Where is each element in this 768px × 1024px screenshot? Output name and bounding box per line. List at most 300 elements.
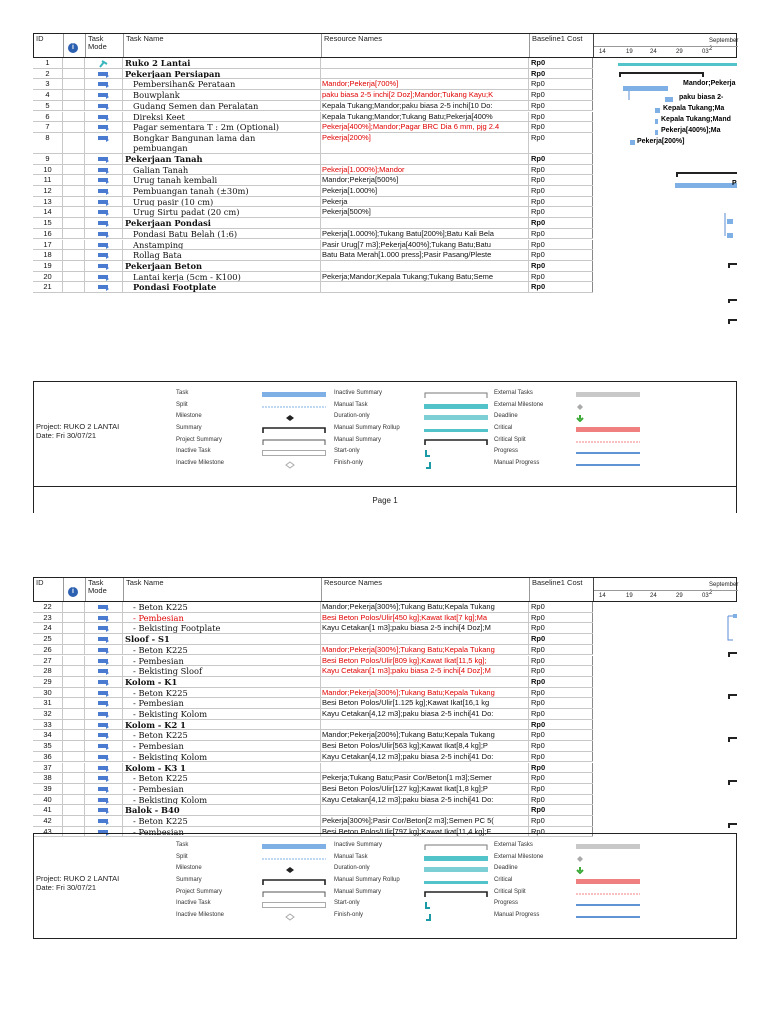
auto-scheduled-task-icon [98,263,108,269]
task-mode[interactable] [85,773,123,783]
legend-symbol [576,461,640,475]
gantt-bar-task[interactable] [655,108,660,113]
task-name[interactable] [123,688,321,698]
task-name[interactable] [123,282,321,292]
task-mode[interactable] [85,261,123,271]
legend-item [334,840,494,852]
timeline-days [594,590,738,602]
baseline-cost: Rp0 [529,122,593,132]
task-mode[interactable] [85,730,123,740]
baseline-cost: Rp0 [529,602,593,612]
resource-names[interactable]: Besi Beton Polos/Ulir[797 kg];Kawat Ikat[11,4 kg];F [321,827,529,837]
table-row[interactable] [33,186,593,197]
task-mode[interactable] [85,795,123,805]
auto-scheduled-task-icon [98,743,108,749]
resource-names[interactable]: Mandor;Pekerja[300%];Tukang Batu;Kepala Tukang [321,602,529,612]
table-header [33,577,737,602]
task-name[interactable] [123,805,321,815]
table-row[interactable] [33,122,593,133]
task-mode[interactable] [85,720,123,730]
resource-names[interactable] [321,720,529,730]
baseline-cost: Rp0 [529,773,593,783]
resource-names[interactable]: Pekerja[400%];Mandor;Pagar BRC Dia 6 mm, pjg 2.4 [321,122,529,132]
gantt-chart [593,58,737,368]
task-mode[interactable] [85,763,123,773]
gantt-summary-bracket[interactable] [729,653,737,657]
table-row[interactable] [33,816,593,827]
task-mode[interactable] [85,250,123,260]
resource-names[interactable] [321,58,529,68]
table-row[interactable] [33,175,593,186]
legend-symbol [262,913,326,927]
resource-names[interactable] [321,261,529,271]
task-mode[interactable] [85,613,123,623]
legend-item [494,840,646,852]
task-name[interactable] [123,272,321,282]
task-mode[interactable] [85,656,123,666]
legend-label: Manual Summary Rollup [334,877,400,884]
table-row[interactable] [33,90,593,101]
table-row[interactable] [33,634,593,645]
resource-names[interactable]: Pekerja [321,197,529,207]
row-info [63,709,85,719]
task-mode[interactable] [85,154,123,164]
resource-names[interactable]: Pasir Urug[7 m3];Pekerja[400%];Tukang Batu;Batu [321,240,529,250]
column-header-id[interactable]: ID [34,34,64,57]
row-info [63,763,85,773]
column-header-name[interactable]: Task Name [124,578,322,601]
resource-names[interactable]: Kepala Tukang;Mandor;Tukang Batu;Pekerja[400% [321,112,529,122]
baseline-cost: Rp0 [529,261,593,271]
task-mode[interactable] [85,133,123,153]
row-id: 35 [33,741,63,751]
gantt-bar-task[interactable] [665,97,673,102]
column-header-cost[interactable]: Baseline1 Cost [530,578,594,601]
resource-names[interactable] [321,69,529,79]
table-row[interactable] [33,784,593,795]
task-name[interactable] [123,58,321,68]
task-mode[interactable] [85,272,123,282]
table-row[interactable] [33,709,593,720]
resource-names[interactable] [321,282,529,292]
table-header [33,33,737,58]
task-name[interactable] [123,720,321,730]
task-mode[interactable] [85,69,123,79]
table-row[interactable] [33,261,593,272]
table-row[interactable] [33,69,593,80]
auto-scheduled-task-icon [98,604,108,610]
task-mode[interactable] [85,165,123,175]
resource-names[interactable]: paku biasa 2-5 inchi[2 Doz];Mandor;Tukang Kayu;K [321,90,529,100]
table-row[interactable] [33,207,593,218]
table-row[interactable] [33,773,593,784]
table-row[interactable] [33,602,593,613]
legend-item [176,840,332,852]
baseline-cost: Rp0 [529,79,593,89]
resource-names[interactable] [321,218,529,228]
auto-scheduled-task-icon [98,220,108,226]
task-name[interactable] [123,698,321,708]
resource-names[interactable]: Mandor;Pekerja[300%];Tukang Batu;Kepala Tukang [321,688,529,698]
task-name[interactable] [123,634,321,644]
legend-label: Manual Summary [334,436,382,443]
row-id: 32 [33,709,63,719]
baseline-cost: Rp0 [529,623,593,633]
legend-item [334,898,494,910]
task-name[interactable] [123,165,321,175]
task-name[interactable] [123,229,321,239]
column-header-mode[interactable]: Task Mode [86,578,124,601]
row-info [63,677,85,687]
row-info [63,784,85,794]
task-name[interactable] [123,250,321,260]
table-row[interactable] [33,763,593,774]
resource-names[interactable] [321,677,529,687]
task-mode[interactable] [85,645,123,655]
auto-scheduled-task-icon [98,284,108,290]
row-info [63,688,85,698]
auto-scheduled-task-icon [98,199,108,205]
task-name[interactable] [123,112,321,122]
task-name[interactable] [123,69,321,79]
task-name[interactable] [123,752,321,762]
resource-names[interactable]: Mandor;Pekerja[500%] [321,175,529,185]
row-info [63,602,85,612]
timeline-day: 24 [650,49,657,55]
gantt-resource-label: Mandor;Pekerja [683,80,736,87]
resource-names[interactable]: Besi Beton Polos/Ulir[563 kg];Kawat Ikat[8,4 kg];P [321,741,529,751]
task-name[interactable] [123,773,321,783]
task-mode[interactable] [85,282,123,292]
row-info [63,229,85,239]
table-row[interactable] [33,698,593,709]
task-name[interactable] [123,795,321,805]
row-info [63,645,85,655]
resource-names[interactable]: Besi Beton Polos/Ulir[809 kg];Kawat Ikat[11,5 kg]; [321,656,529,666]
column-header-name[interactable]: Task Name [124,34,322,57]
task-name[interactable] [123,175,321,185]
auto-scheduled-task-icon [98,732,108,738]
legend-label: Manual Progress [494,460,540,467]
task-name-text: Urug Sirtu padat (20 cm) [133,207,240,218]
legend-date: Date: Fri 30/07/21 [36,431,97,440]
task-mode[interactable] [85,207,123,217]
resource-names[interactable]: Pekerja;Tukang Batu;Pasir Cor/Beton[1 m3];Semer [321,773,529,783]
column-header-info[interactable] [64,34,86,57]
resource-names[interactable]: Mandor;Pekerja[300%];Tukang Batu;Kepala Tukang [321,645,529,655]
task-name[interactable] [123,240,321,250]
resource-names[interactable] [321,634,529,644]
legend-label: Summary [176,425,202,432]
row-info [63,165,85,175]
task-name[interactable] [123,666,321,676]
resource-names[interactable]: Besi Beton Polos/Ulir[127 kg];Kawat Ikat[1,8 kg];P [321,784,529,794]
table-row[interactable] [33,720,593,731]
legend-symbol [576,913,640,927]
gantt-summary-bracket[interactable] [729,300,737,303]
legend-symbol [424,461,488,475]
legend [33,381,737,487]
auto-scheduled-task-icon [98,92,108,98]
resource-names[interactable]: Kayu Cetakan[1 m3];paku biasa 2-5 inchi[4 Doz];M [321,623,529,633]
gantt-bar-task[interactable] [675,183,737,188]
task-name-text: Rollag Bata [133,250,182,260]
task-name-text: - Pembesian [133,655,184,666]
row-info [63,250,85,260]
row-id: 40 [33,795,63,805]
column-header-info[interactable] [64,578,86,601]
task-name[interactable] [123,207,321,217]
legend-item [334,388,494,400]
resource-names[interactable]: Batu Bata Merah[1.000 press];Pasir Pasang/Pleste [321,250,529,260]
gantt-summary-bracket[interactable] [729,264,737,268]
task-mode[interactable] [85,816,123,826]
resource-names[interactable]: Pekerja[300%];Pasir Cor/Beton[2 m3];Semen PC 5( [321,816,529,826]
gantt-summary-bracket[interactable] [677,173,737,177]
task-mode[interactable] [85,122,123,132]
auto-scheduled-task-icon [98,647,108,653]
table-row[interactable] [33,805,593,816]
task-mode[interactable] [85,175,123,185]
table-row[interactable] [33,645,593,656]
task-mode[interactable] [85,677,123,687]
baseline-cost: Rp0 [529,752,593,762]
task-mode[interactable] [85,602,123,612]
row-id: 43 [33,827,63,837]
legend-item [494,411,646,423]
task-name[interactable] [123,122,321,132]
table-row[interactable] [33,165,593,176]
resource-names[interactable]: Kepala Tukang;Mandor;paku biasa 2-5 inchi[10 Do: [321,101,529,111]
gantt-bar-task[interactable] [727,219,733,224]
task-name[interactable] [123,784,321,794]
table-row[interactable] [33,218,593,229]
task-name[interactable] [123,741,321,751]
table-row[interactable] [33,101,593,112]
gantt-resource-label: paku biasa 2- [679,94,724,101]
resource-names[interactable]: Kayu Cetakan[1 m3];paku biasa 2-5 inchi[4 Doz];M [321,666,529,676]
table-row[interactable] [33,666,593,677]
task-name[interactable] [123,261,321,271]
table-row[interactable] [33,250,593,261]
row-info [63,112,85,122]
task-name[interactable] [123,154,321,164]
task-name-text: - Beton K225 [133,773,188,783]
table-row[interactable] [33,677,593,688]
task-name[interactable] [123,101,321,111]
gantt-bar-task[interactable] [733,614,737,618]
task-mode[interactable] [85,805,123,815]
auto-scheduled-task-icon [98,668,108,674]
task-name[interactable] [123,613,321,623]
task-mode[interactable] [85,218,123,228]
task-name[interactable] [123,656,321,666]
task-mode[interactable] [85,112,123,122]
table-row[interactable] [33,197,593,208]
column-header-mode[interactable]: Task Mode [86,34,124,57]
gantt-bar-task[interactable] [630,140,635,145]
row-id: 31 [33,698,63,708]
table-row[interactable] [33,112,593,123]
task-mode[interactable] [85,709,123,719]
task-name[interactable] [123,218,321,228]
task-name[interactable] [123,133,321,153]
resource-names[interactable]: Kayu Cetakan[4,12 m3];paku biasa 2-5 inchi[41 Do: [321,795,529,805]
table-row[interactable] [33,229,593,240]
auto-scheduled-task-icon [98,700,108,706]
legend-item [494,852,646,864]
row-id: 21 [33,282,63,292]
task-name-text: - Bekisting Footplate [133,623,221,634]
task-name[interactable] [123,645,321,655]
table-row[interactable] [33,282,593,293]
resource-names[interactable]: Pekerja[200%] [321,133,529,153]
task-name-text: Pekerjaan Pondasi [125,218,211,228]
task-mode[interactable] [85,698,123,708]
task-mode[interactable] [85,90,123,100]
task-name[interactable] [123,186,321,196]
column-header-cost[interactable]: Baseline1 Cost [530,34,594,57]
row-info [63,720,85,730]
task-name-text: Urug tanah kembali [133,175,218,185]
table-row[interactable] [33,613,593,624]
timeline-day: 19 [626,49,633,55]
task-name[interactable] [123,730,321,740]
gantt-bar-task[interactable] [655,130,658,135]
row-id: 26 [33,645,63,655]
task-name[interactable] [123,79,321,89]
resource-names[interactable]: Pekerja[1.000%] [321,186,529,196]
row-id: 20 [33,272,63,282]
task-mode[interactable] [85,784,123,794]
resource-names[interactable] [321,805,529,815]
table-row[interactable] [33,752,593,763]
timeline-month: September 2 [709,582,739,596]
table-row[interactable] [33,688,593,699]
table-row[interactable] [33,623,593,634]
legend-item [334,411,494,423]
resource-names[interactable]: Pekerja[1.000%];Tukang Batu[200%];Batu Kali Bela [321,229,529,239]
gantt-summary-bracket[interactable] [620,73,703,77]
legend-item [494,875,646,887]
row-info [63,175,85,185]
task-mode[interactable] [85,186,123,196]
baseline-cost: Rp0 [529,101,593,111]
task-name[interactable] [123,709,321,719]
column-header-id[interactable]: ID [34,578,64,601]
row-id: 38 [33,773,63,783]
task-mode[interactable] [85,666,123,676]
row-info [63,795,85,805]
resource-names[interactable]: Kayu Cetakan[4,12 m3];paku biasa 2-5 inchi[41 Do: [321,709,529,719]
task-mode[interactable] [85,197,123,207]
gantt-summary-bracket[interactable] [729,695,737,699]
task-mode[interactable] [85,240,123,250]
row-info [63,730,85,740]
row-info [63,218,85,228]
table-row[interactable] [33,133,593,154]
task-mode[interactable] [85,634,123,644]
resource-names[interactable] [321,763,529,773]
legend-item [494,458,646,470]
gantt-summary-bracket[interactable] [729,738,737,742]
task-name[interactable] [123,816,321,826]
task-name-text: - Beton K225 [133,644,188,655]
task-mode[interactable] [85,101,123,111]
task-name[interactable] [123,197,321,207]
gantt-bar-task[interactable] [727,233,733,238]
task-name-text: - Pembesian [133,783,184,794]
table-row[interactable] [33,741,593,752]
table-row[interactable] [33,272,593,283]
table-row[interactable] [33,656,593,667]
task-name[interactable] [123,763,321,773]
column-header-resources[interactable]: Resource Names [322,578,530,601]
row-info [63,122,85,132]
task-name-text: - Pembesian [133,612,184,623]
legend-column [494,388,646,470]
gantt-bar-summary[interactable] [618,63,737,66]
resource-names[interactable]: Pekerja;Mandor;Kepala Tukang;Tukang Batu;Seme [321,272,529,282]
resource-names[interactable]: Besi Beton Polos/Ulir[450 kg];Kawat Ikat[7 kg];Ma [321,613,529,623]
resource-names[interactable] [321,154,529,164]
auto-scheduled-task-icon [98,114,108,120]
gantt-summary-bracket[interactable] [729,781,737,785]
resource-names[interactable]: Mandor;Pekerja[200%];Tukang Batu;Kepala Tukang [321,730,529,740]
task-name[interactable] [123,677,321,687]
task-mode[interactable] [85,623,123,633]
resource-names[interactable]: Pekerja[1.000%];Mandor [321,165,529,175]
task-name-text: Kolom - K1 [125,676,178,687]
task-name-text: Galian Tanah [133,164,189,175]
task-name[interactable] [123,90,321,100]
gantt-bar-task[interactable] [623,86,668,91]
task-mode[interactable] [85,229,123,239]
resource-names[interactable]: Kayu Cetakan[4,12 m3];paku biasa 2-5 inchi[41 Do: [321,752,529,762]
row-info [63,741,85,751]
info-icon: i [68,587,78,597]
table-row[interactable] [33,154,593,165]
task-name[interactable] [123,602,321,612]
legend-project-info [36,874,119,892]
table-row[interactable] [33,730,593,741]
resource-names[interactable]: Besi Beton Polos/Ulir[1.125 kg];Kawat Ikat[16,1 kg [321,698,529,708]
task-mode[interactable] [85,688,123,698]
resource-names[interactable]: Mandor;Pekerja[700%] [321,79,529,89]
task-mode[interactable] [85,79,123,89]
resource-names[interactable]: Pekerja[500%] [321,207,529,217]
table-row[interactable] [33,79,593,90]
baseline-cost: Rp0 [529,218,593,228]
task-name[interactable] [123,623,321,633]
legend-column [334,840,494,922]
gantt-bar-task[interactable] [655,119,658,124]
row-info [63,79,85,89]
baseline-cost: Rp0 [529,207,593,217]
task-mode[interactable] [85,58,123,68]
column-header-resources[interactable]: Resource Names [322,34,530,57]
row-id: 10 [33,165,63,175]
task-mode[interactable] [85,752,123,762]
table-row[interactable] [33,795,593,806]
gantt-summary-bracket[interactable] [729,320,737,324]
task-mode[interactable] [85,741,123,751]
gantt-summary-bracket[interactable] [729,824,737,828]
table-row[interactable] [33,240,593,251]
table-row[interactable] [33,58,593,69]
row-id: 25 [33,634,63,644]
row-id: 39 [33,784,63,794]
